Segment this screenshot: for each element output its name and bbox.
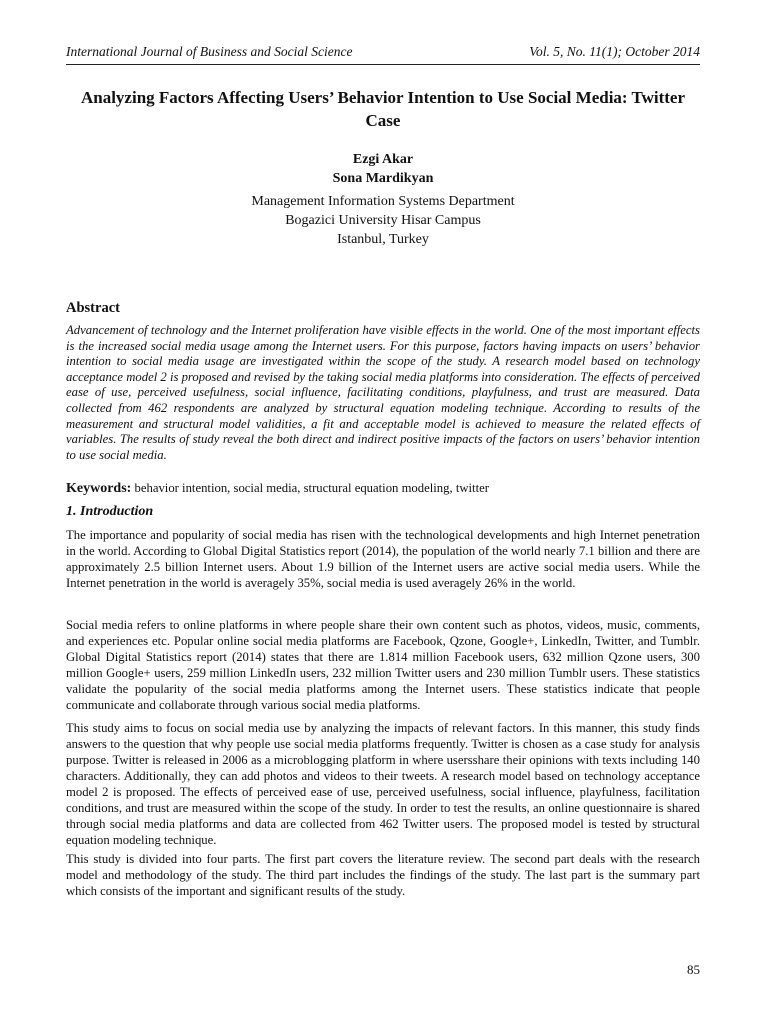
body-paragraph: This study is divided into four parts. The first part covers the literature review. The second part deals with the research model and methodology of the study. The third part includes the findings of the study. The last part is the summary part which consists of the important and significant results of the study. <box>66 852 700 898</box>
body-paragraph: This study aims to focus on social media use by analyzing the impacts of relevant factors. In this manner, this study finds answers to the question that why people use social media platforms frequently. Twitter is chosen as a case study for analysis purpose. Twitter is released in 2006 as a microblogging platform in where usersshare their opinions with texts including 140 characters. Additionally, they can add photos and videos to their tweets. A research model based on technology acceptance model 2 is proposed. The effects of perceived ease of use, perceived usefulness, social influence, playfulness, facilitation conditions, and trust are measured within the scope of the study. In order to test the results, an online questionnaire is shared through social media platforms and data are collected from 462 Twitter users. The proposed model is tested by structural equation modeling technique. <box>66 721 700 847</box>
issue-info: Vol. 5, No. 11(1); October 2014 <box>529 44 700 59</box>
author-block <box>66 150 700 249</box>
journal-name: International Journal of Business and Social Science <box>66 44 353 59</box>
author-name: Ezgi Akar <box>352 152 414 167</box>
keywords-text: behavior intention, social media, structural equation modeling, twitter <box>134 481 489 495</box>
body-paragraph: The importance and popularity of social media has risen with the technological developments and high Internet penetration in the world. According to Global Digital Statistics report (2014), the population of the world nearly 7.1 billion and there are approximately 2.5 billion Internet users. About 1.9 billion of the Internet users are active social media users. While the Internet penetration in the world is averagely 35%, social media is used averagely 26% in the world. <box>66 528 700 590</box>
affiliation-line: Bogazici University Hisar Campus <box>285 213 481 228</box>
introduction-heading: 1. Introduction <box>66 504 154 519</box>
keywords-label: Keywords: <box>66 481 132 496</box>
affiliation-line: Management Information Systems Department <box>251 194 515 209</box>
affiliation-line: Istanbul, Turkey <box>337 232 429 247</box>
keywords-line <box>66 480 700 497</box>
abstract-text: Advancement of technology and the Internet proliferation have visible effects in the world. One of the most important effects is the increased social media usage among the Internet users. For this purpose, factors having impacts on users’ behavior intention to social media usage are investigated within the scope of the study. A research model based on technology acceptance model 2 is proposed and revised by the taking social media platforms into consideration. The effects of perceived ease of use, perceived usefulness, social influence, facilitating conditions, playfulness, and trust are measured. Data collected from 462 respondents are analyzed by structural equation modeling technique. According to results of the measurement and structural model validities, a fit and acceptable model is achieved to measure the related effects of variables. The results of study reveal the both direct and indirect positive impacts of the factors on users’ behavior intention to use social media. <box>66 323 700 462</box>
author-name: Sona Mardikyan <box>332 171 434 186</box>
page-number: 85 <box>687 962 700 977</box>
paper-title: Analyzing Factors Affecting Users’ Behavior Intention to Use Social Media: Twitter Case <box>80 88 686 130</box>
header-divider <box>66 64 700 65</box>
body-paragraph: Social media refers to online platforms in where people share their own content such as photos, videos, music, comments, and experiences etc. Popular online social media platforms are Facebook, Qzone, Google+, LinkedIn, Twitter, and Tumblr. Global Digital Statistics report (2014) states that there are 1.814 million Facebook users, 632 million Qzone users, 300 million Google+ users, 259 million LinkedIn users, 232 million Twitter users and 230 million Tumblr users. These statistics validate the popularity of the social media platforms among the Internet users. These statistics indicate that people communicate and collaborate through various social media platforms. <box>66 618 700 712</box>
running-header <box>66 44 700 60</box>
abstract-heading: Abstract <box>66 300 120 316</box>
